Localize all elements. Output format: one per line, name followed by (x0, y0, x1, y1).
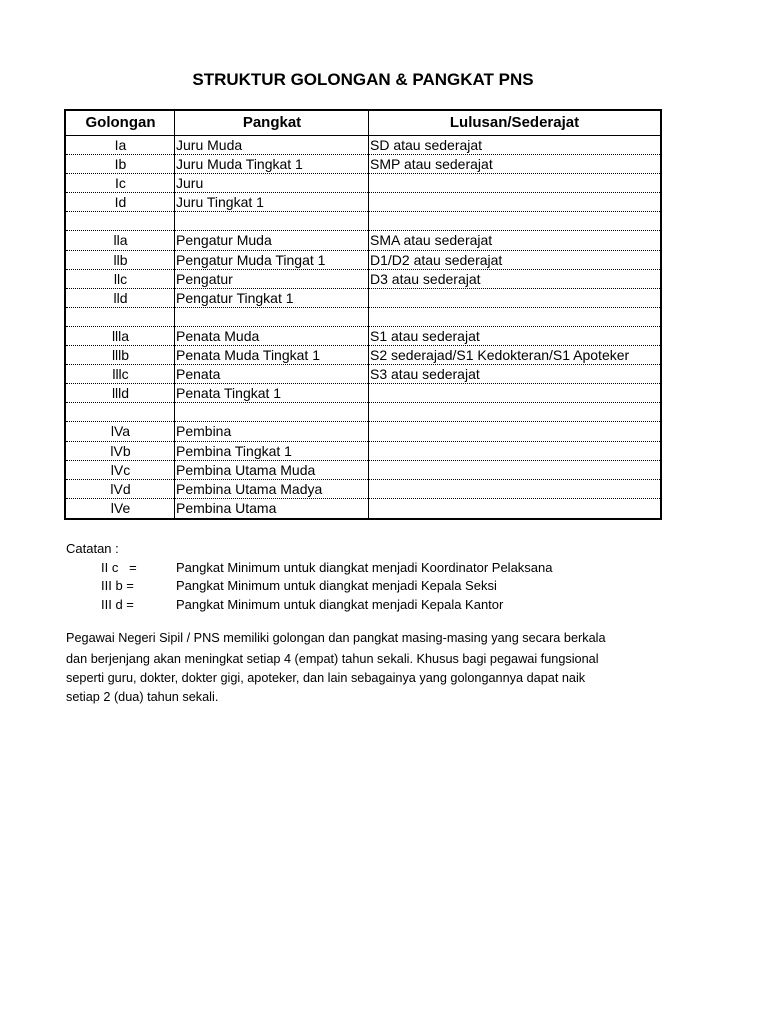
table-row (66, 289, 660, 308)
golongan-cell: lllc (112, 366, 129, 383)
lulusan-cell (369, 499, 660, 518)
golongan-cell: llc (113, 270, 128, 287)
pangkat-cell: Pembina Tingkat 1 (176, 442, 292, 459)
golongan-table (64, 109, 662, 520)
pangkat-cell: Pengatur (176, 270, 233, 287)
lulusan-cell (369, 442, 660, 460)
pangkat-cell: Juru Muda Tingkat 1 (176, 156, 303, 173)
paragraph-line: dan berjenjang akan meningkat setiap 4 (empat) tahun sekali. Khusus bagi pegawai fungsional (66, 652, 599, 666)
note-text: Pangkat Minimum untuk diangkat menjadi Kepala Kantor (176, 597, 504, 612)
lulusan-cell: S1 atau sederajat (370, 327, 480, 344)
golongan-cell: lVb (110, 442, 131, 459)
pangkat-cell: Juru Muda (176, 137, 243, 153)
note-item (0, 578, 768, 593)
golongan-cell: lVa (110, 423, 131, 440)
lulusan-cell: SMP atau sederajat (370, 156, 493, 173)
pangkat-cell: Pengatur Tingkat 1 (176, 289, 294, 306)
table-row (66, 193, 660, 212)
table-row (66, 174, 660, 193)
golongan-cell: Ib (114, 156, 127, 173)
pangkat-cell: Juru Tingkat 1 (176, 194, 264, 211)
table-row (66, 442, 660, 461)
golongan-cell: Id (114, 194, 127, 211)
table-row (66, 231, 660, 250)
pangkat-cell: Penata Muda (176, 327, 260, 344)
column-divider (174, 111, 175, 518)
lulusan-cell: S3 atau sederajat (370, 366, 480, 383)
note-code: III b = (101, 578, 134, 593)
lulusan-cell: D1/D2 atau sederajat (370, 251, 503, 268)
table-row (66, 327, 660, 346)
note-item (0, 560, 768, 575)
paragraph-line: setiap 2 (dua) tahun sekali. (66, 690, 219, 704)
pangkat-cell: Penata Muda Tingkat 1 (176, 347, 320, 364)
header-pangkat: Pangkat (242, 114, 302, 131)
golongan-cell: lla (113, 232, 128, 249)
lulusan-cell (369, 384, 660, 402)
paragraph-line: Pegawai Negeri Sipil / PNS memiliki golongan dan pangkat masing-masing yang secara berkala (66, 631, 606, 645)
pangkat-cell (175, 212, 369, 230)
pangkat-cell: Penata (176, 366, 221, 383)
golongan-cell: Ia (114, 137, 127, 153)
note-text: Pangkat Minimum untuk diangkat menjadi Kepala Seksi (176, 578, 497, 593)
table-row (66, 155, 660, 174)
header-lulusan: Lulusan/Sederajat (449, 114, 580, 131)
note-item (0, 597, 768, 612)
golongan-cell: lVe (110, 499, 131, 516)
lulusan-cell (369, 403, 660, 421)
lulusan-cell (369, 461, 660, 479)
table-row (66, 422, 660, 441)
golongan-cell: llld (111, 385, 130, 402)
pangkat-cell: Pembina Utama Madya (176, 480, 323, 497)
notes-label: Catatan : (66, 541, 119, 556)
lulusan-cell (369, 308, 660, 326)
golongan-cell: llla (111, 327, 130, 344)
lulusan-cell (369, 193, 660, 211)
note-text: Pangkat Minimum untuk diangkat menjadi Koordinator Pelaksana (176, 560, 553, 575)
lulusan-cell (369, 480, 660, 498)
golongan-cell: lllb (111, 347, 130, 364)
table-row (66, 365, 660, 384)
table-row-blank (66, 403, 660, 422)
lulusan-cell (369, 422, 660, 440)
lulusan-cell: SD atau sederajat (370, 137, 483, 153)
table-row (66, 251, 660, 270)
table-row (66, 499, 660, 518)
pangkat-cell: Juru (176, 175, 204, 192)
lulusan-cell: SMA atau sederajat (370, 232, 493, 249)
pangkat-cell: Pembina (176, 423, 232, 440)
lulusan-cell (369, 174, 660, 192)
lulusan-cell: S2 sederajad/S1 Kedokteran/S1 Apoteker (370, 347, 630, 364)
note-code: III d = (101, 597, 134, 612)
pangkat-cell: Pengatur Muda (176, 232, 272, 249)
golongan-cell: llb (113, 251, 128, 268)
header-golongan: Golongan (85, 114, 156, 131)
pangkat-cell: Pembina Utama Muda (176, 461, 316, 478)
pangkat-cell (175, 403, 369, 421)
lulusan-cell (369, 289, 660, 307)
golongan-cell: lld (113, 289, 128, 306)
pangkat-cell: Pengatur Muda Tingat 1 (176, 251, 326, 268)
column-divider (368, 111, 369, 518)
lulusan-cell (369, 212, 660, 230)
table-row-blank (66, 308, 660, 327)
paragraph-line: seperti guru, dokter, dokter gigi, apoteker, dan lain sebagainya yang golongannya dapat naik (66, 671, 586, 685)
golongan-cell: lVd (110, 480, 131, 497)
table-header-row (66, 111, 660, 136)
golongan-cell (66, 212, 175, 230)
note-code: II c = (101, 560, 137, 575)
pangkat-cell: Pembina Utama (176, 499, 277, 516)
table-row (66, 384, 660, 403)
golongan-cell: lVc (110, 461, 131, 478)
table-row (66, 461, 660, 480)
table-row (66, 346, 660, 365)
golongan-cell (66, 308, 175, 326)
pangkat-cell: Penata Tingkat 1 (176, 385, 282, 402)
golongan-cell: Ic (115, 175, 126, 192)
table-row (66, 480, 660, 499)
page-title: STRUKTUR GOLONGAN & PANGKAT PNS (192, 70, 534, 89)
table-row (66, 270, 660, 289)
pangkat-cell (175, 308, 369, 326)
golongan-cell (66, 403, 175, 421)
table-row-blank (66, 212, 660, 231)
table-row (66, 136, 660, 155)
lulusan-cell: D3 atau sederajat (370, 270, 481, 287)
